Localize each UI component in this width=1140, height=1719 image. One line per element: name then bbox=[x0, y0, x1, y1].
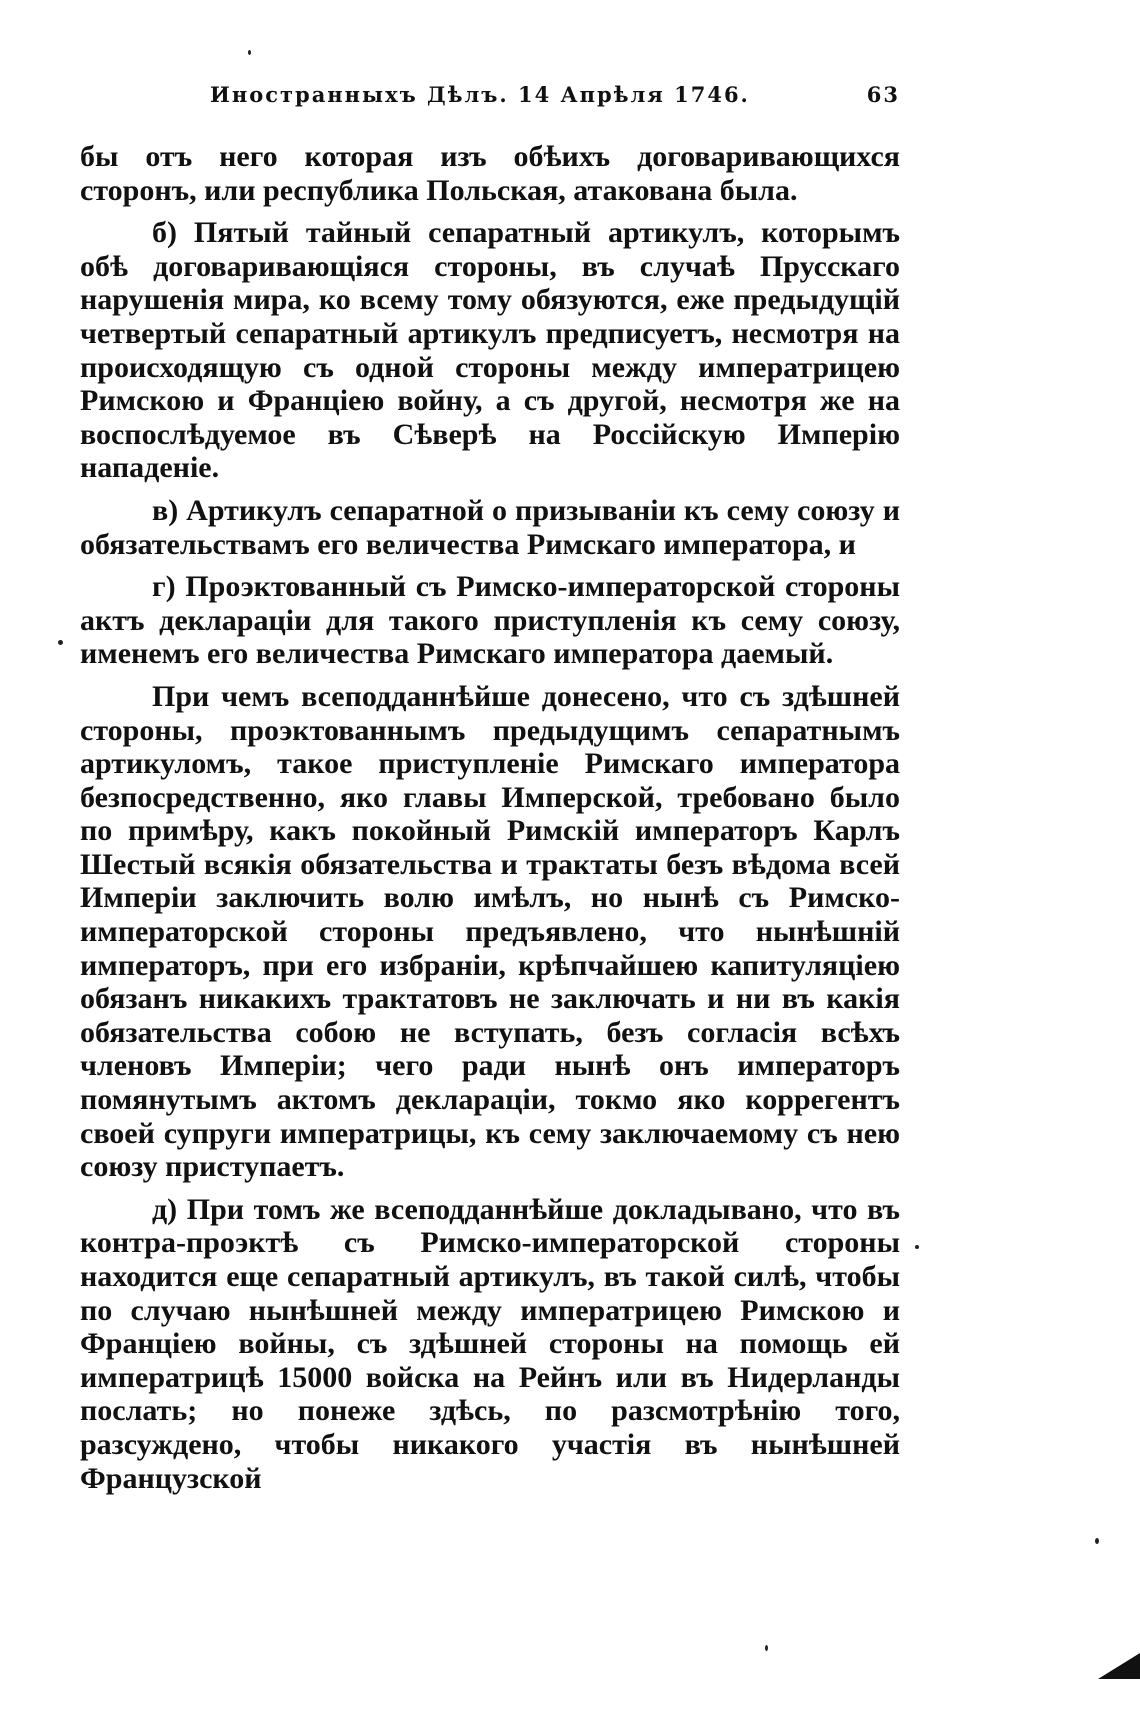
paragraph-report: При чемъ всеподданнѣйше донесено, что съ здѣшней стороны, проэктованнымъ предыдущимъ сепаратнымъ артикуломъ, такое приступленіе Римскаго императора безпосредственно, яко главы Имперской, требовано было по примѣру, какъ покойный Римскій императоръ Карлъ Шестый всякія обязательства и трактаты безъ вѣдома всей Имперіи заключить волю имѣлъ, но нынѣ съ Римско-императорской стороны предъявлено, что нынѣшній императоръ, при его избраніи, крѣпчайшею капитуляціею обязанъ никакихъ трактатовъ не заключать и ни въ какія обязательства собою не вступать, безъ согласія всѣхъ членовъ Имперіи; чего ради нынѣ онъ императоръ помянутымъ актомъ деклараціи, токмо яко коррегентъ своей супруги императрицы, къ сему заключаемому съ нею союзу приступаетъ. bbox=[80, 679, 900, 1184]
scan-blot bbox=[1098, 1653, 1140, 1679]
paragraph-continuation: бы отъ него которая изъ обѣихъ договаривающихся сторонъ, или республика Польская, атакована была. bbox=[80, 140, 900, 207]
paragraph-article-d: д) При томъ же всеподданнѣйше докладывано, что въ контра-проэктѣ съ Римско-императорской стороны находится еще сепаратный артикулъ, въ такой силѣ, чтобы по случаю нынѣшней между императрицею Римскою и Франціею войны, съ здѣшней стороны на помощь ей императрицѣ 15000 войска на Рейнъ или въ Нидерланды послать; но понеже здѣсь, по разсмотрѣнію того, разсуждено, чтобы никакого участія въ нынѣшней Французской bbox=[80, 1192, 900, 1495]
running-header bbox=[210, 82, 900, 112]
scan-speck bbox=[248, 50, 251, 55]
paragraph-article-v: в) Артикулъ сепаратной о призываніи къ сему союзу и обязательствамъ его величества Римскаго императора, и bbox=[80, 493, 900, 561]
paragraph-article-b: б) Пятый тайный сепаратный артикулъ, которымъ обѣ договаривающіяся стороны, въ случаѣ Прусскаго нарушенія мира, ко всему тому обязуются, еже предыдущій четвертый сепаратный артикулъ предписуетъ, несмотря на происходящую съ одной стороны между императрицею Римскою и Франціею войну, а съ другой, несмотря же на воспослѣдуемое въ Сѣверѣ на Россійскую Имперію нападеніе. bbox=[80, 216, 900, 485]
body-text bbox=[80, 140, 900, 1504]
page-number: 63 bbox=[866, 82, 900, 107]
running-header-title: Иностранныхъ Дѣлъ. 14 Апрѣля 1746. bbox=[210, 82, 750, 107]
scan-speck bbox=[1095, 1538, 1099, 1544]
paragraph-article-g: г) Проэктованный съ Римско-императорской стороны актъ деклараціи для такого приступленія къ сему союзу, именемъ его величества Римскаго императора даемый. bbox=[80, 570, 900, 671]
scan-speck bbox=[58, 640, 63, 645]
scan-speck bbox=[765, 1645, 768, 1651]
scan-speck bbox=[915, 1245, 919, 1249]
